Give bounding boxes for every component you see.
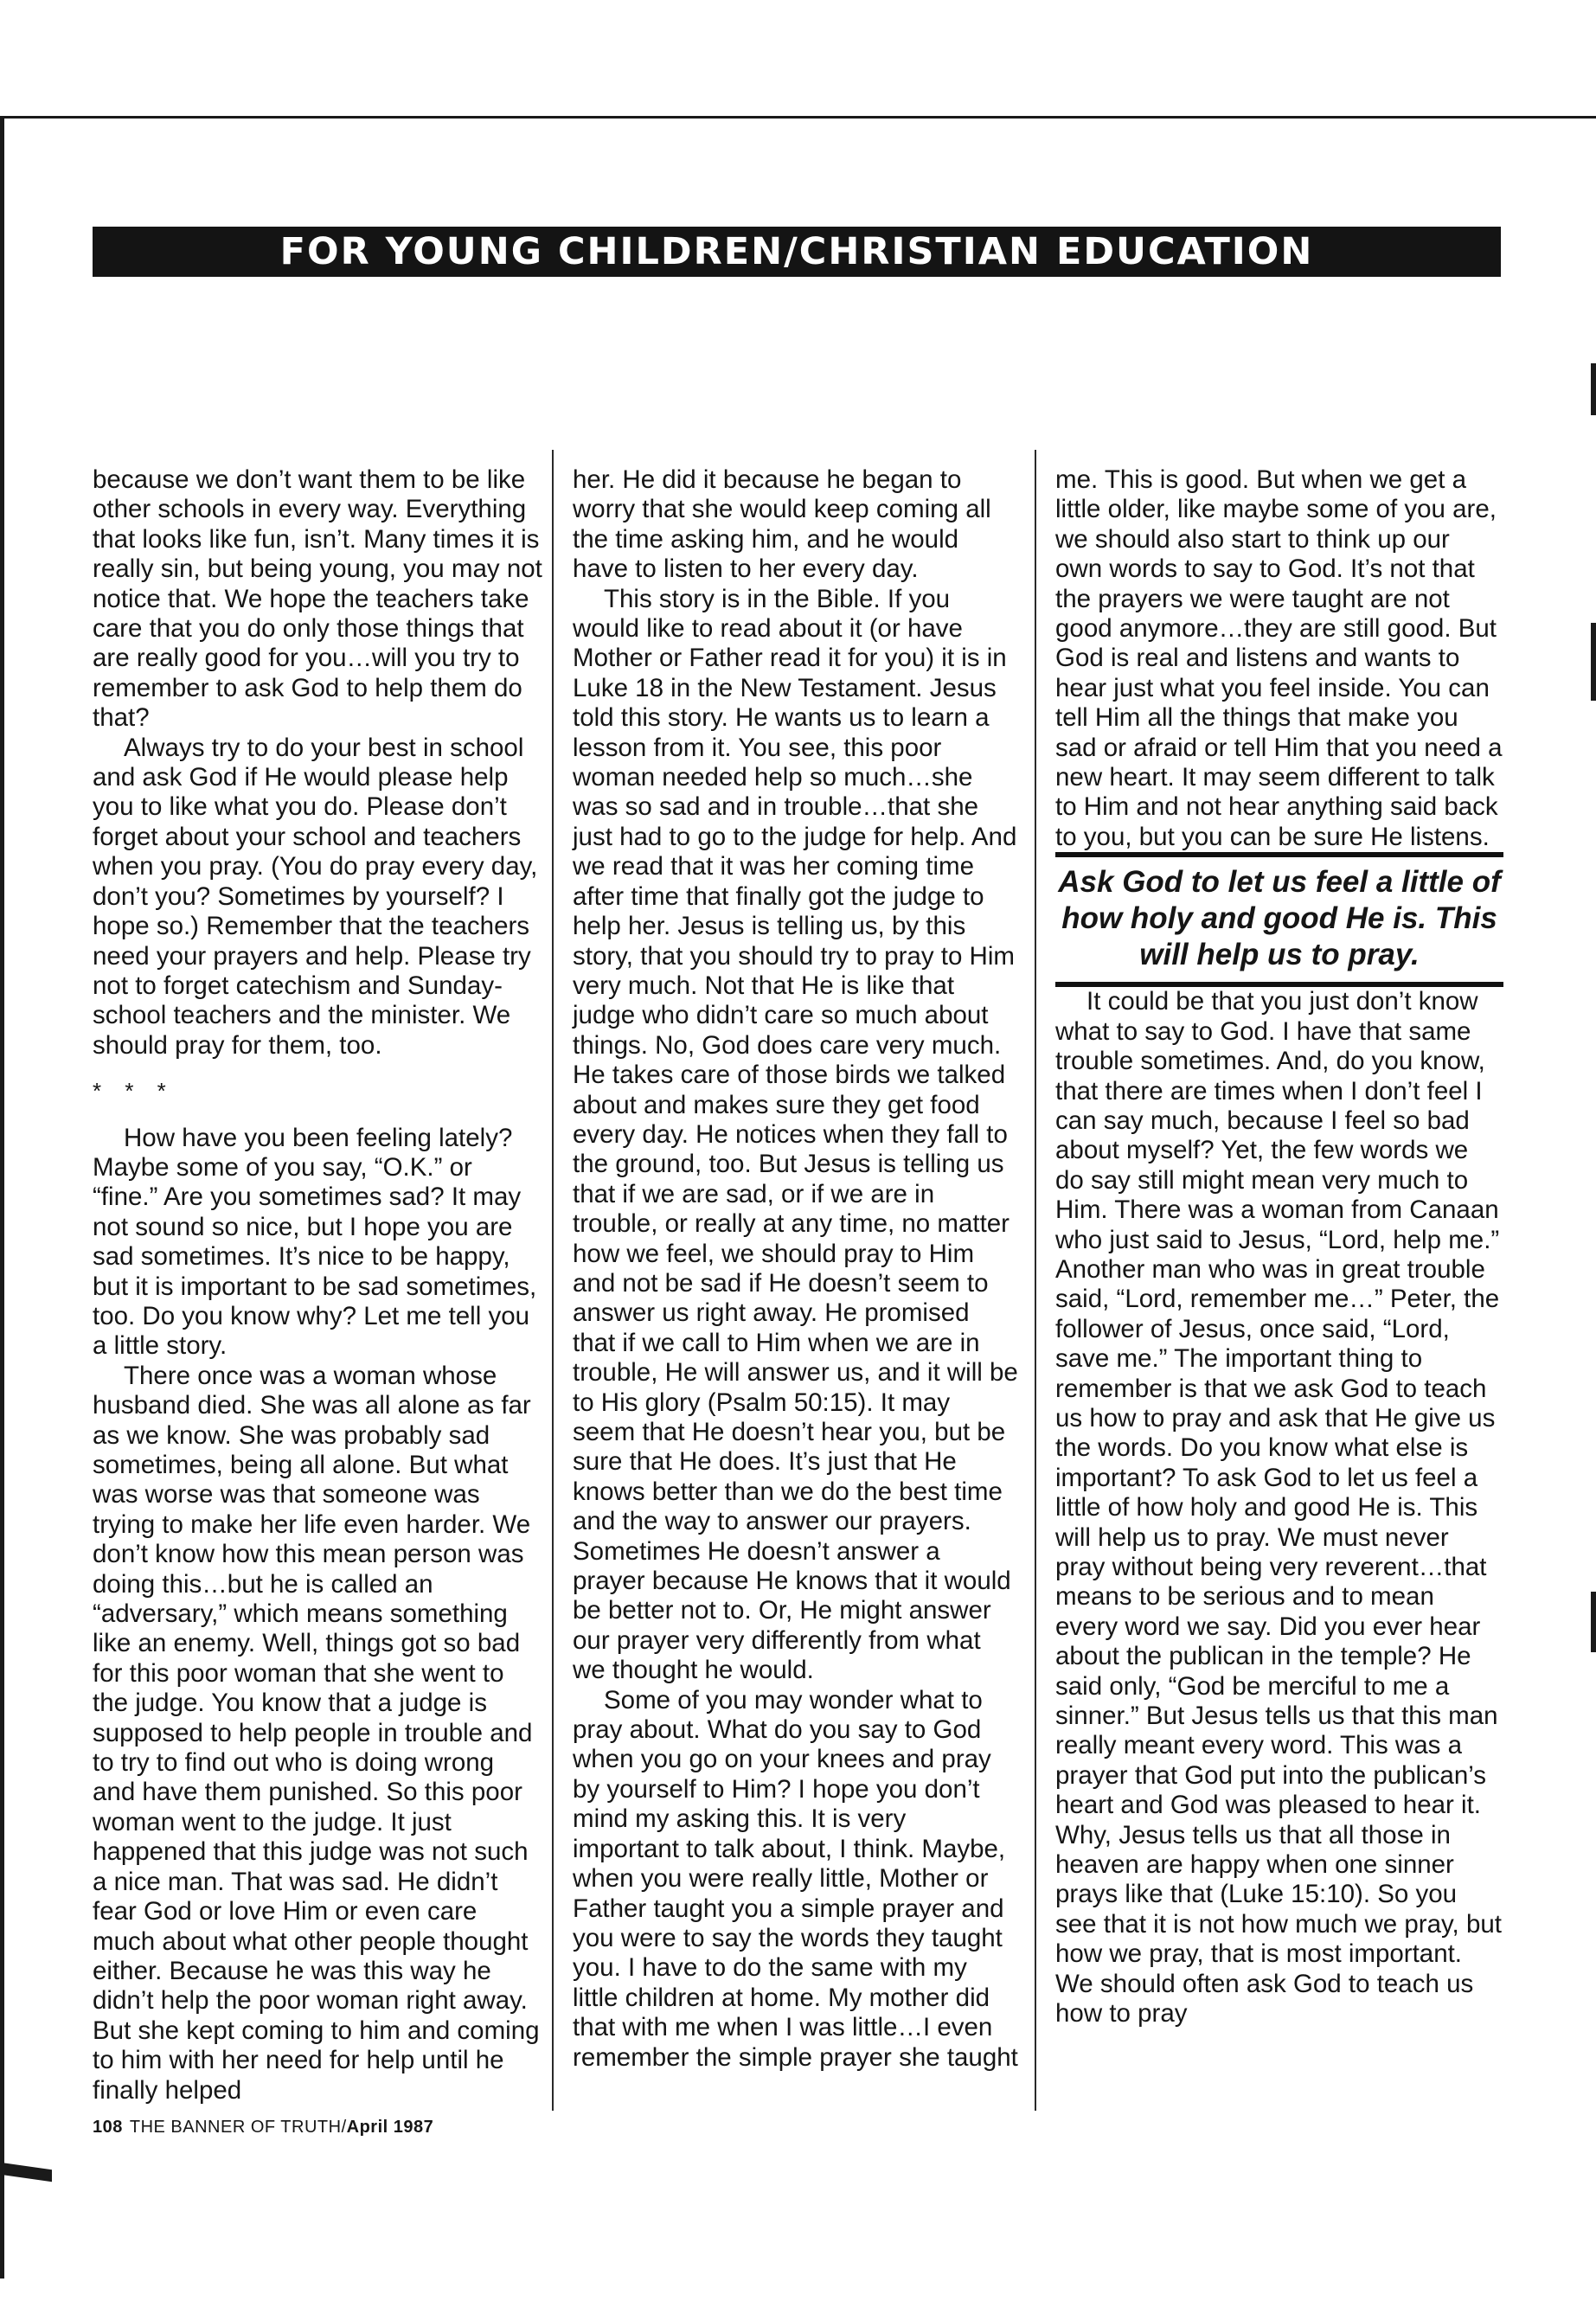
section-separator: * * * [93,1078,175,1105]
pull-quote: Ask God to let us feel a little of how holy and good He is. This will help us to pray. [1055,852,1503,987]
page-left-edge [0,116,4,2279]
column-rule [1035,450,1036,2111]
scan-edge-mark [1591,623,1596,701]
paragraph: me. This is good. But when we get a little older, like maybe some of you are, we should also start to think up our own words to say to God. It’s not that the prayers we were taught are not good anymore…they are still good. But God is real and listens and wants to hear just what you feel inside. You can tell Him all the things that make you sad or afraid or tell Him that you need a new heart. It may seem different to talk to Him and not hear anything said back to you, but you can be sure He listens. [1055,465,1503,851]
paragraph: This story is in the Bible. If you would like to read about it (or have Mother or Father read it for you) it is in Luke 18 in the New Testament. Jesus told this story. He wants us to learn a lesson from it. You see, this poor woman needed help so much…she was so sad and in trouble…that she just had to go to the judge for help. And we read that it was her coming time after time that finally got the judge to help her. Jesus is telling us, by this story, that you should try to pray to Him very much. Not that He is like that judge who didn’t care so much about things. No, God does care very much. He takes care of those birds we talked about and makes sure they get food every day. He notices when they fall to the ground, too. But Jesus is telling us that if we are sad, or if we are in trouble, or really at any time, no matter how we feel, we should pray to Him and not be sad if He doesn’t seem to answer us right away. He promised that if we call to Him when we are in trouble, He will answer us, and it will be to His glory (Psalm 50:15). It may seem that He doesn’t hear you, but be sure that He does. It’s just that He knows better than we do the best time and the way to answer our prayers. Sometimes He doesn’t answer a prayer because He knows that it would be better not to. Or, He might answer our prayer very differently from what we thought he would. [573,584,1018,1685]
section-header: FOR YOUNG CHILDREN/CHRISTIAN EDUCATION [93,227,1501,277]
page-footer [93,2118,433,2138]
column-3 [1055,465,1503,2029]
paragraph: her. He did it because he began to worry that she would keep coming all the time asking him, and he would have to listen to her every day. [573,465,991,584]
page-number: 108 [93,2118,123,2137]
page-top-edge [0,116,1596,119]
paragraph: There once was a woman whose husband died. She was all alone as far as we know. She was probably sad sometimes, being all alone. But what was worse was that someone was trying to make her life even harder. We don’t know how this mean person was doing this…but he is called an “adversary,” which means something like an enemy. Well, things got so bad for this poor woman that she went to the judge. You know that a judge is supposed to help people in trouble and to try to find out who is doing wrong and have them punished. So this poor woman went to the judge. It just happened that this judge was not such a nice man. That was sad. He didn’t fear God or love Him or even care much about what other people thought either. Because he was this way he didn’t help the poor woman right away. But she kept coming to him and coming to him with her need for help until he finally helped [93,1361,540,2105]
paragraph: It could be that you just don’t know what to say to God. I have that same trouble sometimes. And, do you know, that there are times when I don’t feel I can say much, because I feel so bad about myself? Yet, the few words we do say still might mean very much to Him. There was a woman from Canaan who just said to Jesus, “Lord, help me.” Another man who was in great trouble said, “Lord, remember me…” Peter, the follower of Jesus, once said, “Lord, save me.” The important thing to remember is that we ask God to teach us how to pray and ask that He give us the words. Do you know what else is important? To ask God to let us feel a little of how holy and good He is. This will help us to pray. We must never pray without being very reverent…that means to be serious and to mean every word we say. Did you ever hear about the publican in the temple? He said only, “God be merciful to me a sinner.” But Jesus tells us that this man really meant every word. This was a prayer that God put into the publican’s heart and God was pleased to hear it. Why, Jesus tells us that all those in heaven are happy when one sinner prays like that (Luke 15:10). So you see that it is not how much we pray, but how we pray, that is most important. We should often ask God to teach us how to pray [1055,987,1502,2029]
column-rule [552,450,554,2111]
publication-name: THE BANNER OF TRUTH/ [129,2118,347,2137]
column-1 [93,465,542,2106]
scan-edge-mark [1591,1592,1596,1652]
column-2 [573,465,1018,2073]
paragraph: Always try to do your best in school and ask God if He would please help you to like what you do. Please don’t forget about your school and teachers when you pray. (You do pray every day, don’t you? Sometimes by yourself? I hope so.) Remember that the teachers need your prayers and help. Please try not to forget catechism and Sunday-school teachers and the minister. We should pray for them, too. [93,733,538,1060]
paragraph: because we don’t want them to be like other schools in every way. Everything that looks like fun, isn’t. Many times it is really sin, but being young, you may not notice that. We hope the teachers take care that you do only those things that are really good for you…will you try to remember to ask God to help them do that? [93,465,542,733]
scan-edge-mark [1591,363,1596,415]
page-corner-mark [0,2163,52,2182]
paragraph: Some of you may wonder what to pray about. What do you say to God when you go on your knees and pray by yourself to Him? I hope you don’t mind my asking this. It is very important to talk about, I think. Maybe, when you were really little, Mother or Father taught you a simple prayer and you were to say the words they taught you. I have to do the same with my little children at home. My mother did that with me when I was little…I even remember the simple prayer she taught [573,1685,1018,2072]
issue-date: April 1987 [346,2118,434,2137]
paragraph: How have you been feeling lately? Maybe some of you say, “O.K.” or “fine.” Are you sometimes sad? It may not sound so nice, but I hope you are sad sometimes. It’s nice to be happy, but it is important to be sad sometimes, too. Do you know why? Let me tell you a little story. [93,1123,537,1361]
